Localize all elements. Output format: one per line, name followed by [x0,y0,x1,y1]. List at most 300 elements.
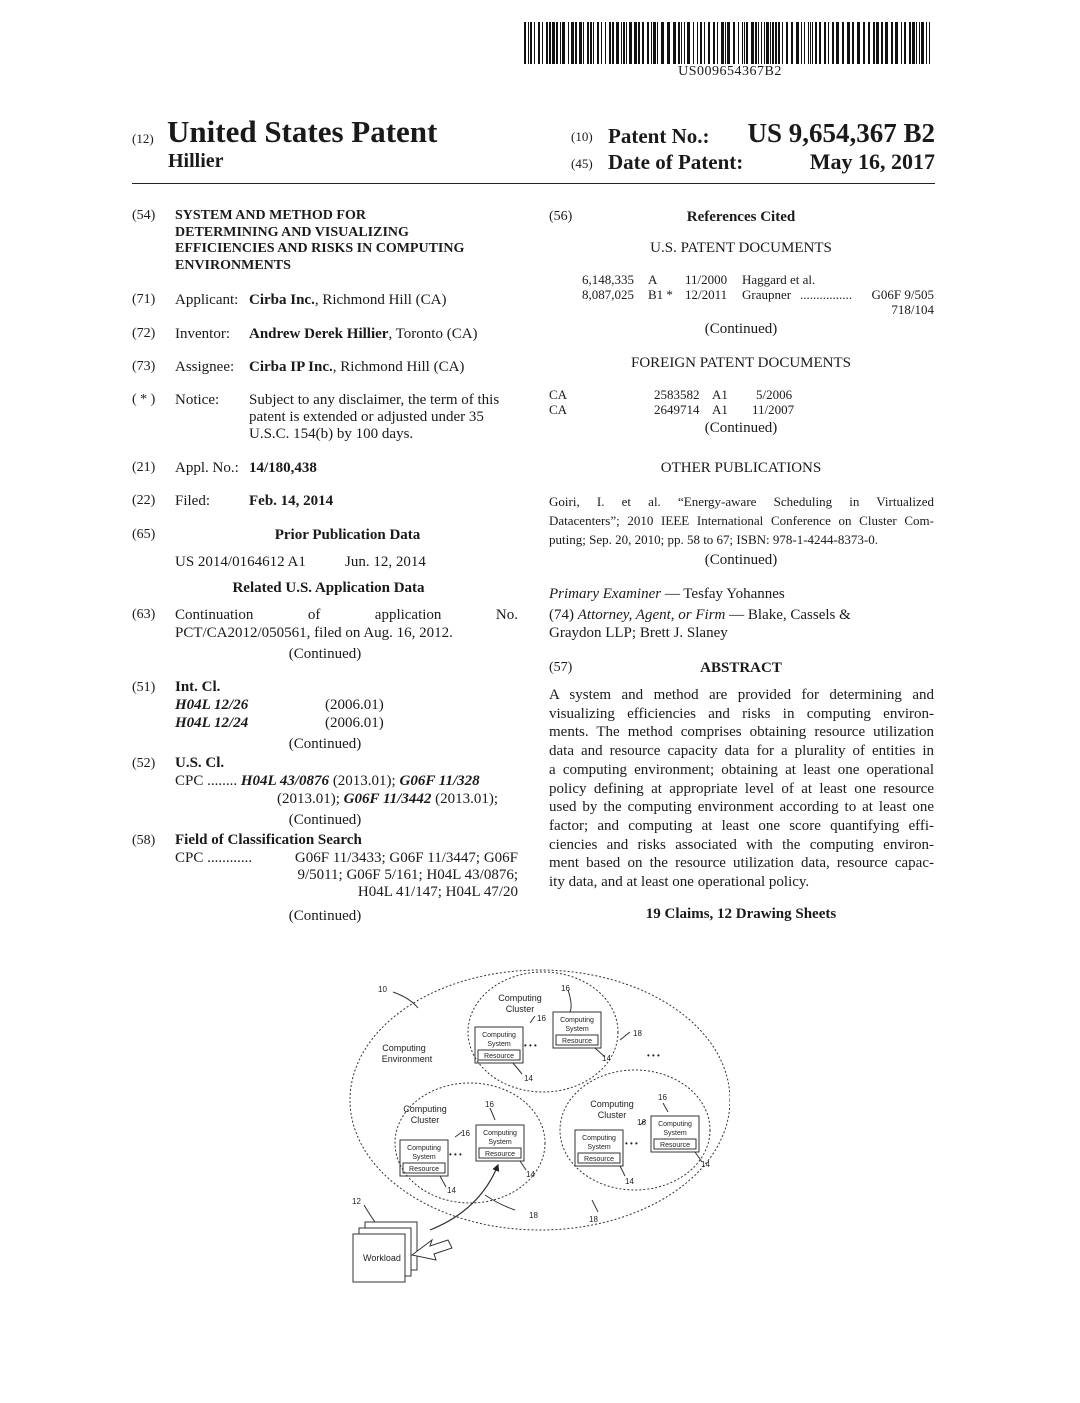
ref-numeral: 14 [526,1170,535,1179]
continued-note: (Continued) [288,908,362,924]
ref-numeral: 18 [633,1029,642,1038]
cont-word: No. [495,607,518,623]
barcode-bar [786,22,788,64]
ref-numeral: 16 [485,1100,494,1109]
cpc-line-1 [175,773,480,790]
barcode-bar [919,22,920,64]
barcode-bar [642,22,644,64]
inventor-location: , Toronto (CA) [388,326,478,342]
fcs-dots: ............ [207,850,253,866]
ref-numeral: 16 [658,1093,667,1102]
us-doc-leader: ................ [800,287,852,302]
document-type: United States Patent [167,114,438,149]
us-doc-kind: B1 * [648,287,673,302]
code-54: (54) [132,208,156,223]
cpc-label: CPC [175,850,204,866]
barcode-bar [815,22,817,64]
foreign-date: 5/2006 [756,387,793,402]
inventor-label: Inventor: [175,326,230,342]
resource-label: Resource [484,1053,514,1060]
leader-line [530,1016,535,1023]
prior-pub-number: US 2014/0164612 A1 [175,554,306,570]
abstract-line: factor; and computing at least one score quantifying effi- [549,817,934,834]
other-pub-line: puting; Sep. 20, 2010; pp. 58 to 67; ISBN: 978-1-4244-8373-0. [549,532,878,547]
abstract-line: policy defining at appropriate level of at least one resource [549,780,934,797]
leader-line [568,990,571,1012]
barcode-bar [912,22,915,64]
foreign-country: CA [549,402,568,417]
system-label: Computing [407,1145,441,1152]
abstract-line: ciencies and risks associated with the computing environ- [549,836,934,853]
foreign-date: 11/2007 [752,402,795,417]
leader-line [520,1161,526,1170]
ref-numeral: 18 [589,1215,598,1224]
barcode-bar [623,22,625,64]
appl-no-label: Appl. No.: [175,460,239,476]
barcode-bar [904,22,906,64]
leader-line [364,1205,375,1222]
prior-pub-date: Jun. 12, 2014 [345,554,426,570]
ref-numeral: 16 [537,1014,546,1023]
resource-label: Resource [485,1151,515,1158]
ref-numeral: 14 [625,1177,634,1186]
foreign-country: CA [549,387,568,402]
other-pub-line: Datacenters”; 2010 IEEE International Conference on Cluster Com- [549,513,934,528]
barcode-bar [571,22,574,64]
date-of-patent: May 16, 2017 [809,149,935,174]
resource-label: Resource [660,1142,690,1149]
barcode-bar [857,22,860,64]
cpc-dots: ........ [207,773,238,789]
cluster-label: Computing [403,1104,447,1114]
title-line: EFFICIENCIES AND RISKS IN COMPUTING [175,241,465,256]
int-cl-version: (2006.01) [325,697,384,713]
related-heading: Related U.S. Application Data [232,580,425,596]
inventor [249,326,478,343]
int-cl-code: H04L 12/24 [175,715,249,731]
barcode-bar [804,22,805,64]
barcode-bar [530,22,532,64]
fcs-cpc [175,850,252,867]
barcode-bar [778,22,780,64]
barcode-bar [755,22,757,64]
abstract-line: ment based on the resource utilization data, resource capac- [549,855,934,872]
barcode-bar [744,22,745,64]
barcode-bar [819,22,821,64]
ref-numeral: 14 [602,1054,611,1063]
code-21: (21) [132,460,156,475]
resource-label: Resource [584,1156,614,1163]
barcode-bar [812,22,813,64]
code-22: (22) [132,493,156,508]
attorney [549,607,851,624]
system-label: System [412,1154,436,1161]
barcode-bar [828,22,829,64]
cpc-code: G06F 11/3442 [343,791,432,807]
assignee-name: Cirba IP Inc. [249,359,333,375]
barcode [524,22,936,64]
barcode-bar [651,22,652,64]
title-line: DETERMINING AND VISUALIZING [175,224,409,240]
int-cl-version: (2006.01) [325,715,384,731]
attorney-name: — Blake, Cassels & [725,607,851,623]
barcode-bar [661,22,664,64]
ref-numeral: 16 [637,1118,646,1127]
barcode-bar [909,22,911,64]
abstract-line: a computing environment; obtaining at least one operational [549,761,934,778]
assignee-location: , Richmond Hill (CA) [332,359,465,375]
barcode-bar [791,22,793,64]
applicant-label: Applicant: [175,292,239,308]
cluster-label: Cluster [597,1110,627,1120]
cluster-label: Computing [498,993,542,1003]
barcode-bar [673,22,676,64]
code-51: (51) [132,680,156,695]
barcode-bar [568,22,569,64]
references-heading: References Cited [686,209,796,225]
abstract-line: A system and method are provided for determining and [549,687,934,703]
barcode-bar [751,22,754,64]
barcode-bar [593,22,594,64]
system-label: Computing [560,1017,594,1024]
abstract-text [549,686,934,892]
ref-numeral: 12 [352,1197,361,1206]
barcode-bar [733,22,735,64]
barcode-bar [901,22,902,64]
code-71: (71) [132,292,156,307]
cpc-code: G06F 11/328 [399,773,480,789]
barcode-bar [876,22,879,64]
fcs-line: H04L 41/147; H04L 47/20 [357,884,518,900]
patent-number: US 9,654,367 B2 [747,118,935,148]
barcode-bar [868,22,870,64]
barcode-bar [638,22,640,64]
inventor-name: Andrew Derek Hillier [249,326,389,342]
barcode-bar [832,22,834,64]
examiner-label: Primary Examiner [549,586,662,602]
barcode-bar [687,22,690,64]
barcode-bar [727,22,730,64]
us-doc-date: 11/2000 [685,272,728,287]
us-doc-number: 6,148,335 [582,272,634,287]
filed-date: Feb. 14, 2014 [249,493,334,509]
barcode-bar [881,22,883,64]
code-12: (12) [132,131,154,146]
notice-line: Subject to any disclaimer, the term of this [249,392,500,408]
ref-numeral: 16 [461,1129,470,1138]
patent-number-label: Patent No.: [608,124,710,148]
assignee-label: Assignee: [175,359,235,375]
code-74: (74) [549,607,574,623]
barcode-bar [863,22,865,64]
ellipsis: • • • [647,1051,660,1060]
barcode-bar [891,22,893,64]
environment-label: Environment [381,1054,433,1064]
barcode-bar [538,22,540,64]
ellipsis: • • • [449,1150,462,1159]
barcode-bar [556,22,558,64]
cluster-ellipse [395,1083,545,1203]
attorney-label: Attorney, Agent, or Firm [577,607,726,623]
code-63: (63) [132,607,156,622]
barcode-bar [693,22,694,64]
code-73: (73) [132,359,156,374]
claims-and-sheets: 19 Claims, 12 Drawing Sheets [645,906,837,922]
code-45: (45) [571,156,593,171]
cluster-label: Computing [590,1099,634,1109]
barcode-bar [647,22,649,64]
cpc-version: (2013.01); [277,791,344,807]
abstract-line: visualizing efficiencies and risks in computing environ- [549,705,934,722]
continuation-line [175,607,518,624]
ellipsis: • • • [524,1041,537,1050]
barcode-bar [609,22,611,64]
barcode-bar [587,22,589,64]
cluster-label: Cluster [505,1004,535,1014]
us-cl-label: U.S. Cl. [175,755,225,771]
us-doc-class: G06F 9/505 [871,287,934,302]
resource-label: Resource [409,1166,439,1173]
barcode-bar [808,22,809,64]
barcode-bar [562,22,565,64]
system-label: System [587,1144,611,1151]
fcs-codes [270,850,518,901]
int-cl-label: Int. Cl. [175,679,221,695]
barcode-bar [746,22,748,64]
barcode-bar [546,22,548,64]
barcode-bar [738,22,739,64]
applicant-location: , Richmond Hill (CA) [314,292,447,308]
barcode-bar [524,22,526,64]
barcode-bar [678,22,680,64]
primary-examiner [549,586,785,603]
barcode-bar [579,22,582,64]
ref-numeral: 18 [529,1211,538,1220]
barcode-bar [824,22,826,64]
abstract-line: ity data, and at least one operational policy. [549,874,810,891]
barcode-bar [713,22,715,64]
barcode-bar [605,22,606,64]
cpc-label: CPC [175,773,204,789]
barcode-bar [810,22,811,64]
continued-note: (Continued) [704,321,778,337]
ref-numeral: 14 [701,1160,710,1169]
cpc-line-2 [277,791,498,808]
title-line: SYSTEM AND METHOD FOR [175,208,366,223]
header-rule [132,183,935,184]
other-publication [549,492,934,549]
notice-line: patent is extended or adjusted under 35 [249,409,484,425]
leader-line [620,1166,625,1176]
barcode-bar [653,22,656,64]
appl-no: 14/180,438 [249,460,317,476]
ellipsis: • • • [625,1139,638,1148]
other-pub-line: Goiri, I. et al. “Energy-aware Scheduling in Virtualized [549,494,934,509]
applicant [249,292,447,309]
abstract-heading: ABSTRACT [700,660,782,676]
leader-line [620,1032,630,1040]
barcode-bar [885,22,888,64]
other-pub-heading: OTHER PUBLICATIONS [660,460,822,476]
barcode-bar [634,22,637,64]
code-10: (10) [571,129,593,144]
leader-line [440,1176,446,1187]
barcode-bar [597,22,599,64]
barcode-bar [667,22,670,64]
date-of-patent-label: Date of Patent: [608,150,744,174]
attorney-line-2: Graydon LLP; Brett J. Slaney [549,625,728,641]
barcode-bar [801,22,802,64]
barcode-bar [772,22,774,64]
foreign-number: 2649714 [654,402,700,417]
int-cl-code: H04L 12/26 [175,697,249,713]
foreign-number: 2583582 [654,387,700,402]
system-label: System [565,1026,589,1033]
workload-label: Workload [363,1253,401,1263]
cluster-label: Cluster [410,1115,440,1125]
foreign-kind: A1 [712,402,728,417]
system-label: Computing [582,1135,616,1142]
abstract-line: ments. The method comprises obtaining resource utilization [549,724,934,741]
deployment-arrow [430,1165,498,1230]
barcode-bar [725,22,726,64]
barcode-bar [616,22,619,64]
title-line: ENVIRONMENTS [175,257,291,273]
computing-environment-ellipse [350,970,730,1230]
fcs-line: G06F 11/3433; G06F 11/3447; G06F [294,850,518,866]
foreign-docs-heading: FOREIGN PATENT DOCUMENTS [630,355,852,371]
code-notice: ( * ) [132,392,156,407]
barcode-bar [681,22,682,64]
barcode-bar [836,22,839,64]
continued-note: (Continued) [704,420,778,436]
ref-numeral: 14 [524,1074,533,1083]
barcode-bar [770,22,771,64]
barcode-bar [764,22,765,64]
barcode-bar [621,22,622,64]
fcs-line: 9/5011; G06F 5/161; H04L 43/0876; [297,867,518,883]
cpc-code: H04L 43/0876 [240,773,330,789]
continued-note: (Continued) [288,812,362,828]
barcode-bar [612,22,614,64]
inventor-surname: Hillier [168,150,224,172]
barcode-bar [895,22,898,64]
ref-numeral: 10 [378,985,387,994]
system-label: Computing [483,1130,517,1137]
filed-label: Filed: [175,493,211,509]
barcode-bar [782,22,783,64]
cpc-version: (2013.01); [431,791,498,807]
barcode-bar [766,22,769,64]
system-label: System [487,1041,511,1048]
barcode-bar [684,22,685,64]
leader-line [592,1200,598,1212]
invention-title [175,208,525,274]
cont-word: Continuation [175,607,254,623]
barcode-bar [560,22,561,64]
barcode-bar [629,22,632,64]
us-doc-name: Graupner [742,287,792,302]
cont-word: of [307,607,321,623]
barcode-bar [847,22,850,64]
us-doc-name: Haggard et al. [742,272,816,287]
system-label: System [663,1130,687,1137]
barcode-bar [916,22,917,64]
leader-line [663,1103,668,1112]
leader-line [485,1195,515,1210]
assignee [249,359,464,376]
barcode-bar [742,22,743,64]
barcode-bar [796,22,799,64]
code-52: (52) [132,756,156,771]
leader-line [393,992,418,1008]
barcode-number: US009654367B2 [678,64,782,79]
notice-line: U.S.C. 154(b) by 100 days. [249,426,414,442]
barcode-bar [761,22,762,64]
system-label: System [488,1139,512,1146]
barcode-bar [717,22,718,64]
us-doc-number: 8,087,025 [582,287,634,302]
barcode-bar [758,22,759,64]
applicant-name: Cirba Inc. [249,292,315,308]
foreign-kind: A1 [712,387,728,402]
barcode-bar [852,22,854,64]
leader-line [490,1108,495,1120]
cont-word: application [374,607,442,623]
code-58: (58) [132,833,156,848]
barcode-bar [590,22,592,64]
barcode-bar [542,22,543,64]
barcode-bar [873,22,875,64]
barcode-bar [534,22,535,64]
abstract-line: data and resource capacity data for a plurality of entities in [549,743,934,760]
continued-note: (Continued) [704,552,778,568]
code-72: (72) [132,326,156,341]
continued-note: (Continued) [288,646,362,662]
barcode-bar [708,22,710,64]
field-of-search-label: Field of Classification Search [175,832,362,848]
barcode-bar [575,22,577,64]
barcode-bar [704,22,705,64]
continuation-line-2: PCT/CA2012/050561, filed on Aug. 16, 2012. [175,625,453,641]
representative-figure [330,960,730,1310]
barcode-bar [921,22,924,64]
system-label: Computing [658,1121,692,1128]
cpc-version: (2013.01); [329,773,400,789]
resource-label: Resource [562,1038,592,1045]
code-65: (65) [132,527,156,542]
notice-label: Notice: [175,392,220,408]
barcode-bar [721,22,724,64]
barcode-bar [552,22,555,64]
code-56: (56) [549,209,573,224]
continued-note: (Continued) [288,736,362,752]
barcode-bar [626,22,627,64]
barcode-bar [929,22,930,64]
abstract-line: used by the computing environment according to at least one [549,799,934,816]
barcode-bar [700,22,702,64]
leader-line [513,1063,522,1074]
ref-numeral: 14 [447,1186,456,1195]
environment-label: Computing [382,1043,426,1053]
barcode-bar [601,22,602,64]
us-doc-class-2: 718/104 [891,302,934,317]
barcode-bar [583,22,584,64]
us-doc-kind: A [648,272,658,287]
barcode-bar [697,22,698,64]
notice-text [249,392,519,443]
hollow-arrow [412,1240,452,1260]
